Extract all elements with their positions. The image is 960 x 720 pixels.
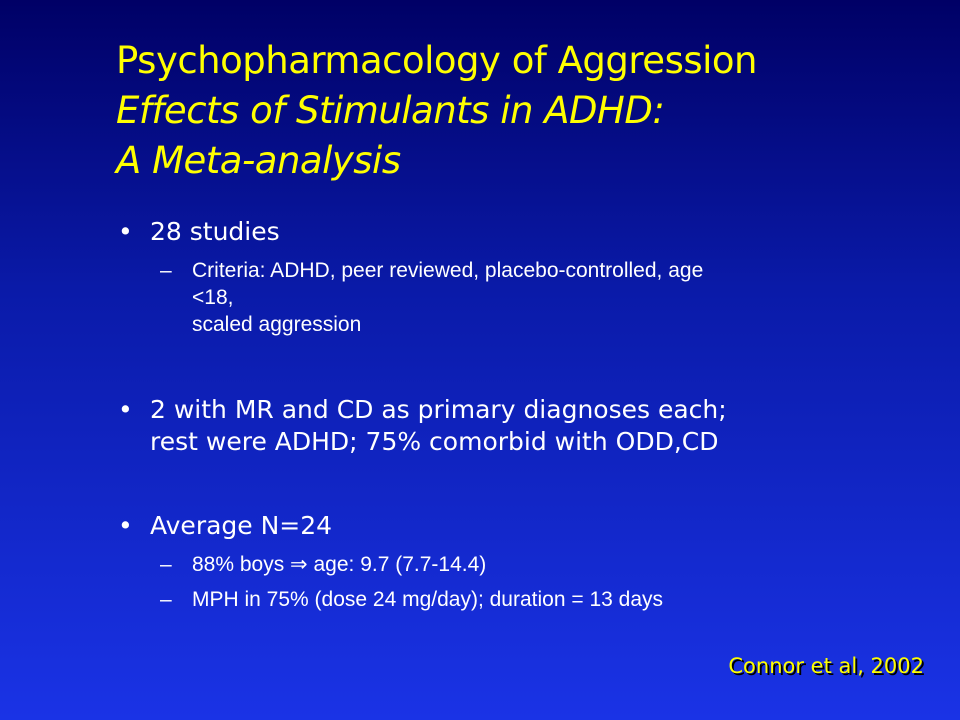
sub-bullet-line: scaled aggression <box>192 313 362 336</box>
sub-bullet-marker: – <box>160 588 172 611</box>
bullet-line: rest were ADHD; 75% comorbid with ODD,CD <box>150 427 719 456</box>
bullet-marker: • <box>118 511 133 540</box>
sub-bullet-line: Criteria: ADHD, peer reviewed, placebo-controlled, age <box>192 259 704 282</box>
sub-bullet-marker: – <box>160 553 172 576</box>
sub-bullet-line: <18, <box>192 286 234 309</box>
title-line-1: Psychopharmacology of Aggression <box>116 39 757 82</box>
sub-bullet-text: 88% boys ⇒ age: 9.7 (7.7-14.4) <box>192 553 487 576</box>
title-line-3: A Meta-analysis <box>116 139 401 182</box>
citation: Connor et al, 2002 <box>728 654 924 678</box>
bullet-line: 2 with MR and CD as primary diagnoses each; <box>150 395 727 424</box>
bullet-marker: • <box>118 395 133 424</box>
title-line-2: Effects of Stimulants in ADHD: <box>116 89 665 132</box>
sub-bullet-marker: – <box>160 259 172 282</box>
bullet-text: 28 studies <box>150 217 280 246</box>
bullet-text: Average N=24 <box>150 511 333 540</box>
slide-title <box>116 36 936 186</box>
sub-bullet-text: MPH in 75% (dose 24 mg/day); duration = 13 days <box>192 588 664 611</box>
bullet-marker: • <box>118 217 133 246</box>
